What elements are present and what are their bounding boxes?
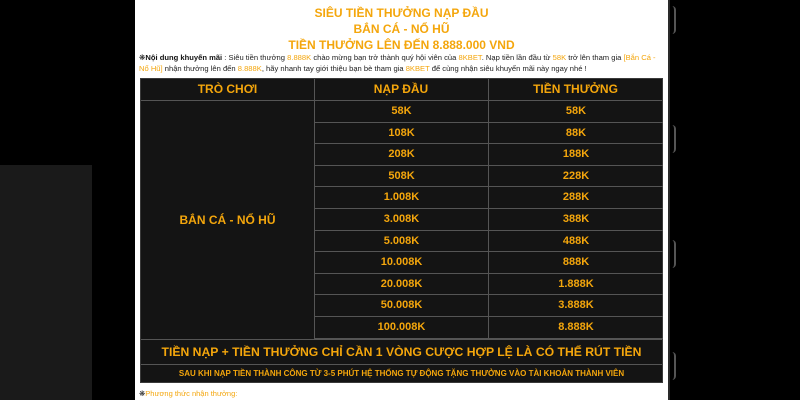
bonus-cell: 488K bbox=[562, 234, 590, 247]
table-row bbox=[315, 166, 663, 188]
bonus-table bbox=[140, 78, 663, 383]
table-row bbox=[315, 231, 663, 253]
promo-highlight: 8.888K bbox=[237, 64, 262, 73]
bonus-cell: 228K bbox=[562, 169, 590, 182]
promo-game-title: BẮN CÁ - NỔ HŨ bbox=[353, 22, 450, 36]
header-game: TRÒ CHƠI bbox=[141, 79, 315, 100]
right-scroll-marker bbox=[668, 6, 676, 34]
withdraw-condition: TIỀN NẠP + TIỀN THƯỞNG CHỈ CẦN 1 VÒNG CƯỢC HỢP LỆ LÀ CÓ THỂ RÚT TIỀN bbox=[141, 339, 662, 365]
deposit-cell: 208K bbox=[315, 144, 489, 166]
promo-highlight: 8KBET bbox=[405, 64, 430, 73]
right-panel-edge bbox=[668, 0, 670, 400]
table-row bbox=[315, 101, 663, 123]
promo-text: chào mừng bạn trở thành quý hội viên của bbox=[311, 53, 459, 62]
deposit-cell: 100.008K bbox=[315, 317, 489, 339]
table-row bbox=[315, 123, 663, 145]
promo-text: để cùng nhận siêu khuyến mãi này ngay nhé ! bbox=[429, 64, 587, 73]
right-scroll-marker bbox=[668, 352, 676, 380]
promo-max-bonus: TIỀN THƯỞNG LÊN ĐẾN 8.888.000 VND bbox=[288, 38, 515, 52]
table-header bbox=[141, 79, 662, 101]
bonus-cell: 388K bbox=[562, 212, 590, 225]
promo-label: Nội dung khuyến mãi bbox=[145, 53, 223, 62]
bonus-cell: 8.888K bbox=[558, 320, 594, 333]
deposit-cell: 10.008K bbox=[315, 252, 489, 274]
bonus-cell: 58K bbox=[565, 105, 587, 117]
promo-text: : Siêu tiền thưởng bbox=[222, 53, 288, 62]
promo-text: nhận thưởng lên đến bbox=[162, 64, 238, 73]
header-bonus: TIỀN THƯỞNG bbox=[533, 82, 618, 96]
left-side-panel bbox=[0, 165, 92, 400]
table-row bbox=[315, 295, 663, 317]
promo-highlight: 8.888K bbox=[287, 53, 312, 62]
promo-text: . Nạp tiền lần đầu từ bbox=[481, 53, 553, 62]
right-scroll-marker bbox=[668, 125, 676, 153]
deposit-cell: 58K bbox=[315, 101, 489, 123]
bonus-cell: 3.888K bbox=[558, 299, 594, 312]
promo-highlight: [Bắn Cá - Nổ Hũ] bbox=[139, 53, 656, 73]
method-label: Phương thức nhận thưởng: bbox=[145, 389, 238, 398]
deposit-cell: 3.008K bbox=[315, 209, 489, 231]
deposit-cell: 508K bbox=[315, 166, 489, 188]
bonus-delivery-note: SAU KHI NẠP TIỀN THÀNH CÔNG TỪ 3-5 PHÚT HỆ THỐNG TỰ ĐỘNG TẶNG THƯỞNG VÀO TÀI KHOẢN THÀNH VIÊN bbox=[178, 369, 625, 378]
table-row bbox=[315, 317, 663, 339]
table-row bbox=[315, 144, 663, 166]
method-bullet-icon: ❋ bbox=[139, 389, 146, 398]
header-deposit: NẠP ĐẦU bbox=[314, 79, 489, 100]
table-row bbox=[315, 187, 663, 209]
promo-highlight: 58K bbox=[552, 53, 567, 62]
table-row bbox=[315, 209, 663, 231]
deposit-cell: 50.008K bbox=[315, 295, 489, 317]
right-backdrop bbox=[670, 0, 800, 400]
deposit-cell: 108K bbox=[315, 123, 489, 145]
bonus-cell: 88K bbox=[565, 126, 587, 139]
promo-highlight: 8KBET bbox=[458, 53, 482, 62]
promo-description bbox=[139, 52, 664, 74]
promo-title: SIÊU TIỀN THƯỞNG NẠP ĐẦU bbox=[314, 6, 489, 20]
right-scroll-marker bbox=[668, 240, 676, 268]
bonus-cell: 288K bbox=[562, 191, 590, 204]
table-rows bbox=[315, 101, 663, 339]
reward-method bbox=[139, 389, 237, 398]
bonus-cell: 188K bbox=[562, 148, 590, 161]
promo-text: trở lên tham gia bbox=[566, 53, 624, 62]
deposit-cell: 1.008K bbox=[315, 187, 489, 209]
bonus-cell: 1.888K bbox=[558, 277, 594, 290]
promo-bullet-icon: ❋ bbox=[139, 53, 146, 62]
deposit-cell: 5.008K bbox=[315, 231, 489, 253]
promo-article bbox=[135, 0, 668, 400]
table-row bbox=[315, 252, 663, 274]
bonus-cell: 888K bbox=[562, 256, 590, 269]
deposit-cell: 20.008K bbox=[315, 274, 489, 296]
promo-text: , hãy nhanh tay giới thiệu bạn bè tham gia bbox=[261, 64, 406, 73]
table-row bbox=[315, 274, 663, 296]
game-name-cell: BẮN CÁ - NỔ HŨ bbox=[141, 101, 315, 339]
